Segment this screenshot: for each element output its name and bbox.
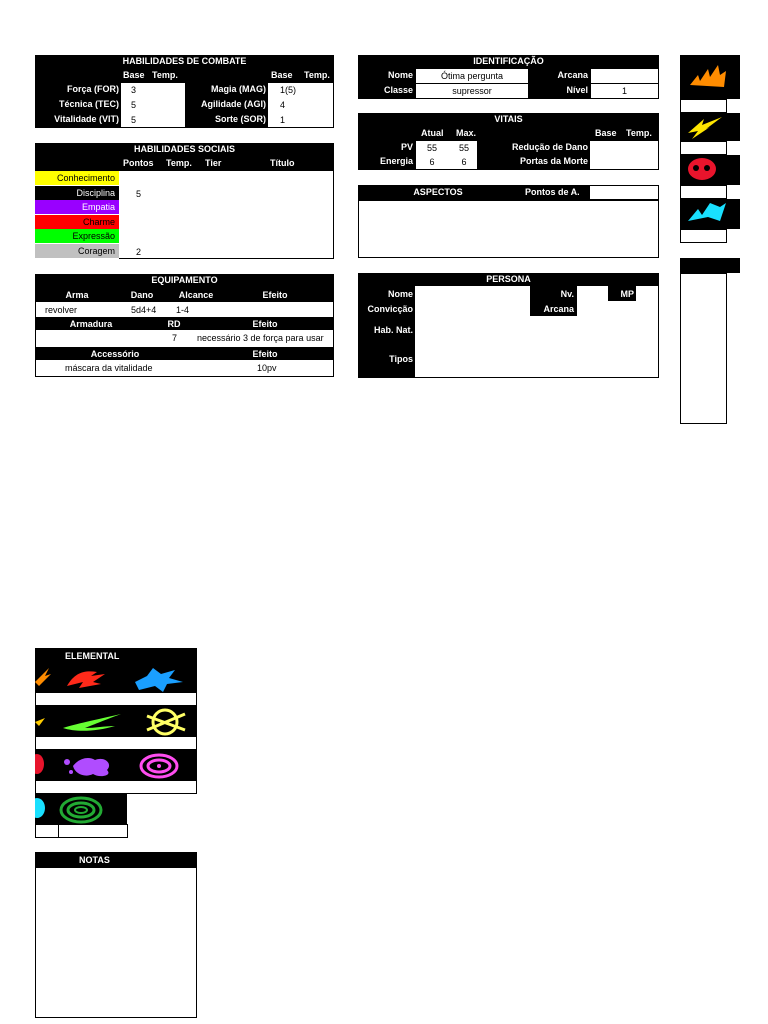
combat-label-for: Força (FOR): [66, 84, 119, 94]
equip-h-acessorio: Accessório: [90, 349, 140, 359]
social-col-titulo: Título: [270, 158, 295, 168]
elemental-section: [35, 648, 197, 838]
vitais-label-reducao: Redução de Dano: [511, 142, 588, 152]
combat-label-sor: Sorte (SOR): [214, 114, 266, 124]
notas-header: [35, 852, 197, 867]
wind-icon: [680, 199, 740, 229]
ident-title: IDENTIFICAÇÃO: [358, 55, 659, 68]
ident-classe[interactable]: supressor: [452, 86, 492, 96]
ident-nome[interactable]: Ótima pergunta: [440, 71, 504, 81]
wind-icon: [63, 714, 121, 731]
combat-section: [35, 55, 334, 128]
elemental-row4-field-a[interactable]: [35, 824, 59, 838]
ident-section: [358, 55, 659, 99]
psychic-icon: [141, 755, 177, 777]
social-label-2: Empatia: [35, 200, 119, 214]
equip-rd[interactable]: 7: [172, 333, 178, 343]
equip-alcance[interactable]: 1-4: [176, 305, 190, 315]
combat-value-vit[interactable]: 5: [131, 115, 137, 125]
equip-h-efeito3: Efeito: [252, 349, 278, 359]
social-value-coragem[interactable]: 2: [136, 247, 142, 257]
persona-label-tipos: Tipos: [389, 354, 413, 364]
nuclear-icon: [147, 710, 185, 734]
equip-h-efeito2: Efeito: [252, 319, 278, 329]
fire-icon: [67, 671, 105, 688]
combat-title: HABILIDADES DE COMBATE: [35, 55, 334, 68]
vitais-col-max: Max.: [456, 128, 477, 138]
affinity-skull-field[interactable]: [680, 185, 727, 199]
elemental-row1-icons: [35, 662, 197, 692]
right-box-section: [680, 258, 740, 424]
social-title: HABILIDADES SOCIAIS: [35, 143, 334, 156]
vitais-en-atual[interactable]: 6: [429, 157, 435, 167]
social-col-tier: Tier: [205, 158, 222, 168]
persona-label-mp: MP: [620, 289, 634, 299]
vitais-section: [358, 113, 659, 170]
persona-label-nv: Nv.: [560, 289, 574, 299]
aspectos-pontos-label: Pontos de A.: [525, 187, 580, 197]
social-label-5: Coragem: [35, 244, 119, 258]
vitais-extra-box: [590, 141, 658, 169]
equip-left-border: [35, 302, 36, 377]
equip-arma[interactable]: revolver: [45, 305, 78, 315]
equip-dano[interactable]: 5d4+4: [131, 305, 157, 315]
vitais-en-max[interactable]: 6: [461, 157, 467, 167]
equip-h-armadura: Armadura: [69, 319, 113, 329]
social-col-temp: Temp.: [166, 158, 192, 168]
gravity-icon: [61, 798, 101, 822]
persona-label-conviccao: Convicção: [367, 304, 413, 314]
persona-label-arcana: Arcana: [543, 304, 574, 314]
ident-arcana-box: [591, 69, 658, 83]
combat-col-temp: Temp.: [152, 70, 178, 80]
elemental-title: ELEMENTAL: [65, 651, 120, 661]
slash-icon: [35, 668, 51, 686]
persona-right-border: [658, 286, 659, 378]
poison-icon: [64, 758, 109, 776]
slash-icon: [35, 718, 45, 726]
vitais-label-portas: Portas da Morte: [519, 156, 588, 166]
combat-col-temp2: Temp.: [304, 70, 330, 80]
aspectos-pontos-field[interactable]: [590, 186, 658, 199]
social-label-0: Conhecimento: [35, 171, 119, 185]
social-right-border: [333, 171, 334, 259]
right-box-header: [680, 258, 740, 273]
social-col-pontos: Pontos: [123, 158, 154, 168]
social-label-3: Charme: [35, 215, 119, 229]
vitais-title: VITAIS: [358, 113, 659, 126]
equip-section: [35, 274, 334, 377]
persona-bottom-border: [415, 377, 659, 378]
combat-label-agi: Agilidade (AGI): [201, 99, 266, 109]
elemental-row4-icons: [35, 794, 127, 824]
elemental-row4-field-b[interactable]: [58, 824, 128, 838]
fire-icon: [680, 55, 740, 99]
affinity-wind-cell: [680, 199, 740, 229]
persona-label-habnat: Hab. Nat.: [373, 325, 413, 335]
equip-h-alcance: Alcance: [178, 290, 214, 300]
affinity-fire-field[interactable]: [680, 99, 727, 113]
combat-col-base2: Base: [271, 70, 293, 80]
aspectos-section: [358, 185, 659, 258]
equip-h-dano: Dano: [130, 290, 154, 300]
aspectos-body[interactable]: [358, 200, 659, 258]
persona-section: [358, 273, 659, 378]
combat-label-vit: Vitalidade (VIT): [54, 114, 119, 124]
equip-h-arma: Arma: [65, 290, 89, 300]
ident-label-arcana: Arcana: [557, 70, 588, 80]
affinity-skull-cell: [680, 155, 740, 185]
elemental-row2-field[interactable]: [35, 736, 197, 750]
combat-col-base: Base: [123, 70, 145, 80]
combat-label-tec: Técnica (TEC): [58, 99, 119, 109]
ident-nivel[interactable]: 1: [621, 86, 627, 96]
social-bottom-border: [119, 258, 334, 259]
right-affinity-column: [680, 55, 740, 245]
lightning-icon: [680, 113, 740, 141]
vitais-pv-max[interactable]: 55: [458, 143, 469, 153]
elemental-row2-icons: [35, 706, 197, 736]
ice-icon: [35, 798, 45, 818]
affinity-fire-cell: [680, 55, 740, 99]
combat-value-sor[interactable]: 1: [280, 115, 286, 125]
skull-icon: [680, 155, 740, 185]
equip-armadura-efeito[interactable]: necessário 3 de força para usar: [197, 333, 324, 343]
social-label-1: Disciplina: [35, 186, 119, 200]
equip-bottom-border: [35, 376, 334, 377]
persona-label-nome: Nome: [387, 289, 413, 299]
ice-icon: [135, 668, 183, 692]
vitais-pv-atual[interactable]: 55: [426, 143, 437, 153]
vitais-col-temp: Temp.: [626, 128, 652, 138]
blood-icon: [35, 754, 44, 774]
combat-value-tec[interactable]: 5: [131, 100, 137, 110]
equip-h-rd: RD: [167, 319, 181, 329]
ident-label-nome: Nome: [387, 70, 413, 80]
equip-right-border: [333, 302, 334, 377]
notas-section: [35, 852, 197, 1018]
social-label-4: Expressão: [35, 229, 119, 243]
equip-h-efeito: Efeito: [262, 290, 288, 300]
combat-value-agi[interactable]: 4: [280, 100, 286, 110]
social-section: [35, 143, 334, 259]
social-value-disciplina[interactable]: 5: [136, 189, 142, 199]
notas-title: NOTAS: [79, 855, 110, 865]
vitais-col-atual: Atual: [421, 128, 444, 138]
notas-body[interactable]: [35, 867, 197, 1018]
right-box-body[interactable]: [680, 273, 727, 424]
equip-acessorio-efeito[interactable]: 10pv: [257, 363, 277, 373]
equip-title: EQUIPAMENTO: [35, 274, 334, 287]
combat-value-mag[interactable]: 1(5): [280, 85, 297, 95]
vitais-col-base: Base: [595, 128, 617, 138]
affinity-lightning-cell: [680, 113, 740, 141]
combat-right-values: [268, 83, 333, 127]
vitais-label-energia: Energia: [379, 156, 413, 166]
equip-acessorio[interactable]: máscara da vitalidade: [65, 363, 153, 373]
affinity-wind-field[interactable]: [680, 229, 727, 243]
elemental-row1-field[interactable]: [35, 692, 197, 706]
elemental-row3-field[interactable]: [35, 780, 197, 794]
combat-label-mag: Magia (MAG): [211, 84, 266, 94]
elemental-row3-icons: [35, 750, 197, 780]
ident-label-nivel: Nível: [566, 85, 588, 95]
social-label-column: [35, 171, 119, 259]
combat-value-for[interactable]: 3: [131, 85, 137, 95]
vitais-label-pv: PV: [400, 142, 413, 152]
ident-label-classe: Classe: [383, 85, 413, 95]
affinity-lightning-field[interactable]: [680, 141, 727, 155]
aspectos-title: ASPECTOS: [413, 187, 463, 197]
persona-title: PERSONA: [358, 273, 659, 286]
